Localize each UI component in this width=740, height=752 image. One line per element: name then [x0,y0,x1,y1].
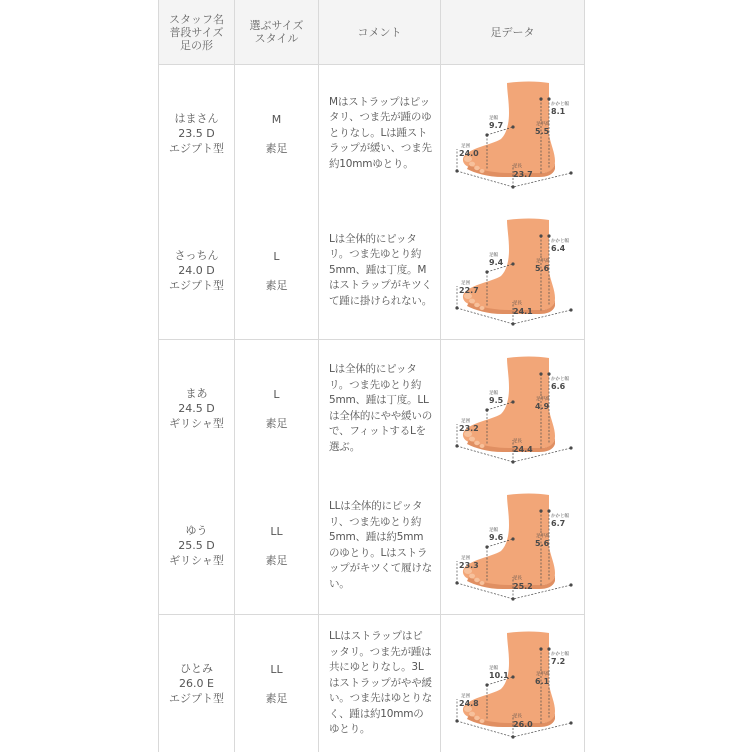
staff-foot-shape: ギリシャ型 [159,416,234,431]
label-width: 足幅 [489,114,498,121]
table-header-row [159,0,585,65]
value-instep: 5.6 [535,539,550,548]
value-girth: 23.3 [459,561,479,570]
value-heel: 6.7 [551,519,565,528]
staff-name: まあ [159,386,234,401]
foot-diagram [451,79,575,189]
foot-diagram [451,491,575,601]
size-table [158,0,584,752]
value-length: 24.1 [513,307,533,316]
staff-info-cell [159,202,235,340]
value-width: 9.5 [489,396,504,405]
label-girth: 足囲 [461,142,470,149]
chosen-size: LL [235,662,318,677]
pick-cell [235,202,319,340]
staff-usual-size: 24.5 D [159,401,234,416]
pick-cell [235,477,319,615]
label-heel: かかと幅 [551,650,569,657]
staff-row [159,65,585,203]
staff-name: ゆう [159,523,234,538]
comment-cell: Lは全体的にピッタリ。つま先ゆとり約5mm、踵は丁度。LLは全体的にやや緩いので、フィットするLを選ぶ。 [319,340,441,478]
staff-info-cell [159,477,235,615]
staff-foot-shape: エジプト型 [159,278,234,293]
header-foot-data: 足データ [441,0,585,65]
value-girth: 22.7 [459,286,479,295]
foot-data-cell [441,477,585,615]
staff-row [159,477,585,615]
chosen-size: L [235,387,318,402]
value-length: 24.4 [513,445,533,454]
staff-foot-shape: エジプト型 [159,691,234,706]
value-width: 10.1 [489,671,509,680]
label-heel: かかと幅 [551,100,569,107]
pick-cell [235,340,319,478]
foot-diagram [451,216,575,326]
label-instep: 足甲高 [536,670,550,677]
comment-cell: Lは全体的にピッタリ。つま先ゆとり約5mm、踵は丁度。Mはストラップがキツくて踵に掛けられない。 [319,202,441,340]
label-length: 足長 [513,437,522,444]
label-length: 足長 [513,299,522,306]
value-width: 9.7 [489,121,503,130]
value-heel: 6.6 [551,382,566,391]
label-girth: 足囲 [461,417,470,424]
wear-style: 素足 [235,141,318,156]
label-length: 足長 [513,574,522,581]
pick-cell [235,615,319,752]
staff-usual-size: 24.0 D [159,263,234,278]
label-instep: 足甲高 [536,395,550,402]
chosen-size: L [235,249,318,264]
label-instep: 足甲高 [536,532,550,539]
value-instep: 5.6 [535,264,550,273]
foot-data-cell [441,65,585,203]
foot-data-cell [441,202,585,340]
header-staff: スタッフ名 普段サイズ 足の形 [159,0,235,65]
foot-data-cell [441,615,585,752]
comment-cell: LLはストラップはピッタリ。つま先が踵は共にゆとりなし。3Lはストラップがやや緩い。つま先はゆとりなく、踵は約10mmのゆとり。 [319,615,441,752]
header-comment: コメント [319,0,441,65]
label-heel: かかと幅 [551,512,569,519]
value-girth: 24.8 [459,699,479,708]
value-length: 23.7 [513,170,533,179]
foot-diagram [451,629,575,739]
value-width: 9.6 [489,533,504,542]
wear-style: 素足 [235,691,318,706]
staff-info-cell [159,615,235,752]
staff-foot-shape: ギリシャ型 [159,553,234,568]
value-length: 25.2 [513,582,533,591]
value-instep: 5.5 [535,127,550,136]
label-width: 足幅 [489,251,498,258]
wear-style: 素足 [235,278,318,293]
staff-row [159,340,585,478]
value-girth: 23.2 [459,424,479,433]
staff-usual-size: 25.5 D [159,538,234,553]
label-instep: 足甲高 [536,120,550,127]
foot-diagram [451,354,575,464]
value-heel: 6.4 [551,244,566,253]
staff-foot-shape: エジプト型 [159,141,234,156]
label-heel: かかと幅 [551,375,569,382]
chosen-size: M [235,112,318,127]
label-instep: 足甲高 [536,257,550,264]
label-girth: 足囲 [461,554,470,561]
label-heel: かかと幅 [551,237,569,244]
label-width: 足幅 [489,664,498,671]
chosen-size: LL [235,524,318,539]
staff-name: さっちん [159,248,234,263]
staff-info-cell [159,340,235,478]
value-width: 9.4 [489,258,504,267]
label-width: 足幅 [489,389,498,396]
staff-name: はまさん [159,111,234,126]
label-girth: 足囲 [461,692,470,699]
label-width: 足幅 [489,526,498,533]
value-girth: 24.0 [459,149,479,158]
comment-cell: Mはストラップはピッタリ、つま先が踵のゆとりなし。Lは踵ストラップが緩い、つま先約10mmゆとり。 [319,65,441,203]
staff-row [159,202,585,340]
wear-style: 素足 [235,416,318,431]
value-heel: 8.1 [551,107,566,116]
pick-cell [235,65,319,203]
staff-usual-size: 23.5 D [159,126,234,141]
value-length: 26.0 [513,720,533,729]
header-size: 選ぶサイズ スタイル [235,0,319,65]
staff-usual-size: 26.0 E [159,676,234,691]
value-instep: 6.1 [535,677,550,686]
foot-data-cell [441,340,585,478]
staff-name: ひとみ [159,661,234,676]
label-girth: 足囲 [461,279,470,286]
label-length: 足長 [513,162,522,169]
value-heel: 7.2 [551,657,565,666]
label-length: 足長 [513,712,522,719]
comment-cell: LLは全体的にピッタリ、つま先ゆとり約5mm、踵は約5mmのゆとり。Lはストラップがキツくて履けない。 [319,477,441,615]
staff-row [159,615,585,752]
staff-info-cell [159,65,235,203]
value-instep: 4.9 [535,402,550,411]
wear-style: 素足 [235,553,318,568]
